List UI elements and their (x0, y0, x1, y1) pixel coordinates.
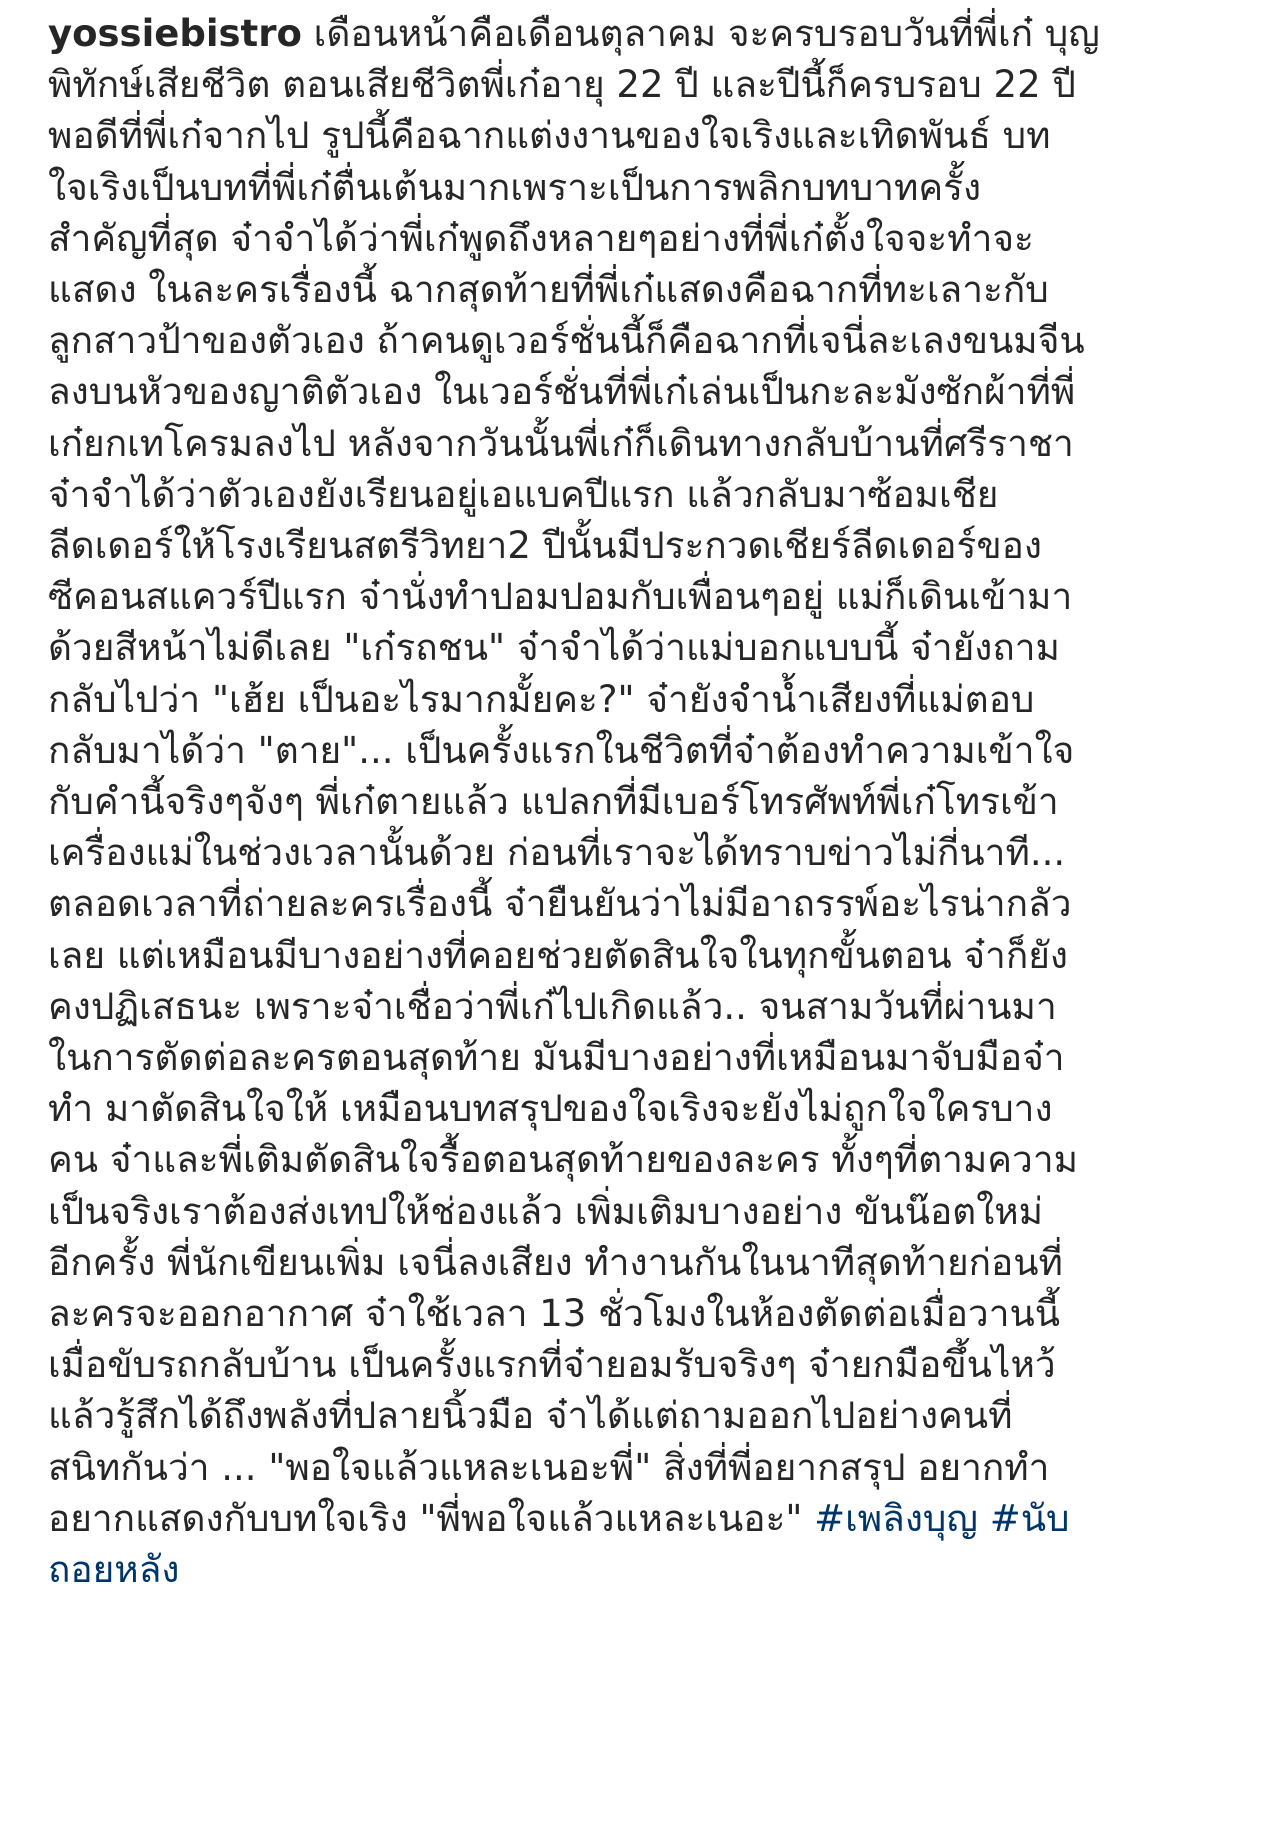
caption-line (48, 8, 1240, 59)
hashtag-link-countdown-part2[interactable]: ถอยหลัง (48, 1548, 180, 1592)
caption-line: เครื่องแม่ในช่วงเวลานั้นด้วย ก่อนที่เราจะได้ทราบข่าวไม่กี่นาที... (48, 831, 1066, 875)
caption-line: กลับไปว่า "เฮ้ย เป็นอะไรมากมั้ยคะ?" จ๋ายังจำน้ำเสียงที่แม่ตอบ (48, 677, 1035, 721)
caption-line: ละครจะออกอากาศ จ๋าใช้เวลา 13 ชั่วโมงในห้องตัดต่อเมื่อวานนี้ (48, 1292, 1061, 1336)
caption-line: พอดีที่พี่เก๋จากไป รูปนี้คือฉากแต่งงานของใจเริงและเทิดพันธ์ บท (48, 114, 1051, 158)
caption-line: ด้วยสีหน้าไม่ดีเลย "เก๋รถชน" จ๋าจำได้ว่าแม่บอกแบบนี้ จ๋ายังถาม (48, 626, 1060, 670)
username-link[interactable]: yossiebistro (48, 12, 302, 55)
caption-line-text: เดือนหน้าคือเดือนตุลาคม จะครบรอบวันที่พี่เก๋ บุญ (301, 12, 1100, 55)
caption-line: ลูกสาวป้าของตัวเอง ถ้าคนดูเวอร์ชั่นนี้ก็คือฉากที่เจนี่ละเลงขนมจีน (48, 319, 1085, 363)
caption-line: เมื่อขับรถกลับบ้าน เป็นครั้งแรกที่จ๋ายอมรับจริงๆ จ๋ายกมือขึ้นไหว้ (48, 1343, 1056, 1387)
caption-line: พิทักษ์เสียชีวิต ตอนเสียชีวิตพี่เก๋อายุ 22 ปี และปีนี้ก็ครบรอบ 22 ปี (48, 63, 1076, 107)
caption-line: ทำ มาตัดสินใจให้ เหมือนบทสรุปของใจเริงจะยังไม่ถูกใจใครบาง (48, 1087, 1053, 1131)
instagram-post-caption (48, 8, 1240, 1595)
caption-line: ลีดเดอร์ให้โรงเรียนสตรีวิทยา2 ปีนั้นมีประกวดเชียร์ลีดเดอร์ของ (48, 524, 1042, 568)
caption-line: ซีคอนสแควร์ปีแรก จ๋านั่งทำปอมปอมกับเพื่อนๆอยู่ แม่ก็เดินเข้ามา (48, 575, 1073, 619)
caption-line: เป็นจริงเราต้องส่งเทปให้ช่องแล้ว เพิ่มเติมบางอย่าง ขันน๊อตใหม่ (48, 1189, 1044, 1233)
caption-line: ใจเริงเป็นบทที่พี่เก๋ตื่นเต้นมากเพราะเป็นการพลิกบทบาทครั้ง (48, 165, 982, 209)
caption-line: แล้วรู้สึกได้ถึงพลังที่ปลายนิ้วมือ จ๋าได้แต่ถามออกไปอย่างคนที่ (48, 1394, 1013, 1438)
caption-line: ตลอดเวลาที่ถ่ายละครเรื่องนี้ จ๋ายืนยันว่าไม่มีอาถรรพ์อะไรน่ากลัว (48, 882, 1072, 926)
caption-line: สำคัญที่สุด จ๋าจำได้ว่าพี่เก๋พูดถึงหลายๆอย่างที่พี่เก๋ตั้งใจจะทำจะ (48, 216, 1034, 260)
caption-line: ในการตัดต่อละครตอนสุดท้าย มันมีบางอย่างที่เหมือนมาจับมือจ๋า (48, 1036, 1065, 1080)
caption-line: คงปฏิเสธนะ เพราะจ๋าเชื่อว่าพี่เก๋ไปเกิดแล้ว.. จนสามวันที่ผ่านมา (48, 984, 1057, 1028)
caption-line (48, 1493, 1240, 1544)
caption-line: กับคำนี้จริงๆจังๆ พี่เก๋ตายแล้ว แปลกที่มีเบอร์โทรศัพท์พี่เก๋โทรเข้า (48, 780, 1059, 824)
hashtag-link-pleungboon[interactable]: #เพลิงบุญ (814, 1496, 978, 1540)
caption-line: อีกครั้ง พี่นักเขียนเพิ่ม เจนี่ลงเสียง ทำงานกันในนาทีสุดท้ายก่อนที่ (48, 1240, 1063, 1284)
caption-line: จ๋าจำได้ว่าตัวเองยังเรียนอยู่เอแบคปีแรก แล้วกลับมาซ้อมเชีย (48, 472, 999, 516)
caption-line: เก๋ยกเทโครมลงไป หลังจากวันนั้นพี่เก๋ก็เดินทางกลับบ้านที่ศรีราชา (48, 421, 1074, 465)
hashtag-link-countdown-part1[interactable]: #นับ (989, 1496, 1070, 1540)
caption-line: กลับมาได้ว่า "ตาย"... เป็นครั้งแรกในชีวิตที่จ๋าต้องทำความเข้าใจ (48, 728, 1075, 772)
caption-line: สนิทกันว่า ... "พอใจแล้วแหละเนอะพี่" สิ่งที่พี่อยากสรุป อยากทำ (48, 1445, 1050, 1489)
caption-line: คน จ๋าและพี่เติมตัดสินใจรื้อตอนสุดท้ายของละคร ทั้งๆที่ตามความ (48, 1138, 1079, 1182)
caption-text (48, 8, 1240, 1595)
caption-line (48, 1544, 1240, 1595)
caption-line-text: อยากแสดงกับบทใจเริง "พี่พอใจแล้วแหละเนอะ" (48, 1496, 815, 1540)
caption-line: แสดง ในละครเรื่องนี้ ฉากสุดท้ายที่พี่เก๋แสดงคือฉากที่ทะเลาะกับ (48, 268, 1049, 312)
caption-line: ลงบนหัวของญาติตัวเอง ในเวอร์ชั่นที่พี่เก๋เล่นเป็นกะละมังซักผ้าที่พี่ (48, 370, 1076, 414)
caption-line: เลย แต่เหมือนมีบางอย่างที่คอยช่วยตัดสินใจในทุกขั้นตอน จ๋าก็ยัง (48, 933, 1068, 977)
